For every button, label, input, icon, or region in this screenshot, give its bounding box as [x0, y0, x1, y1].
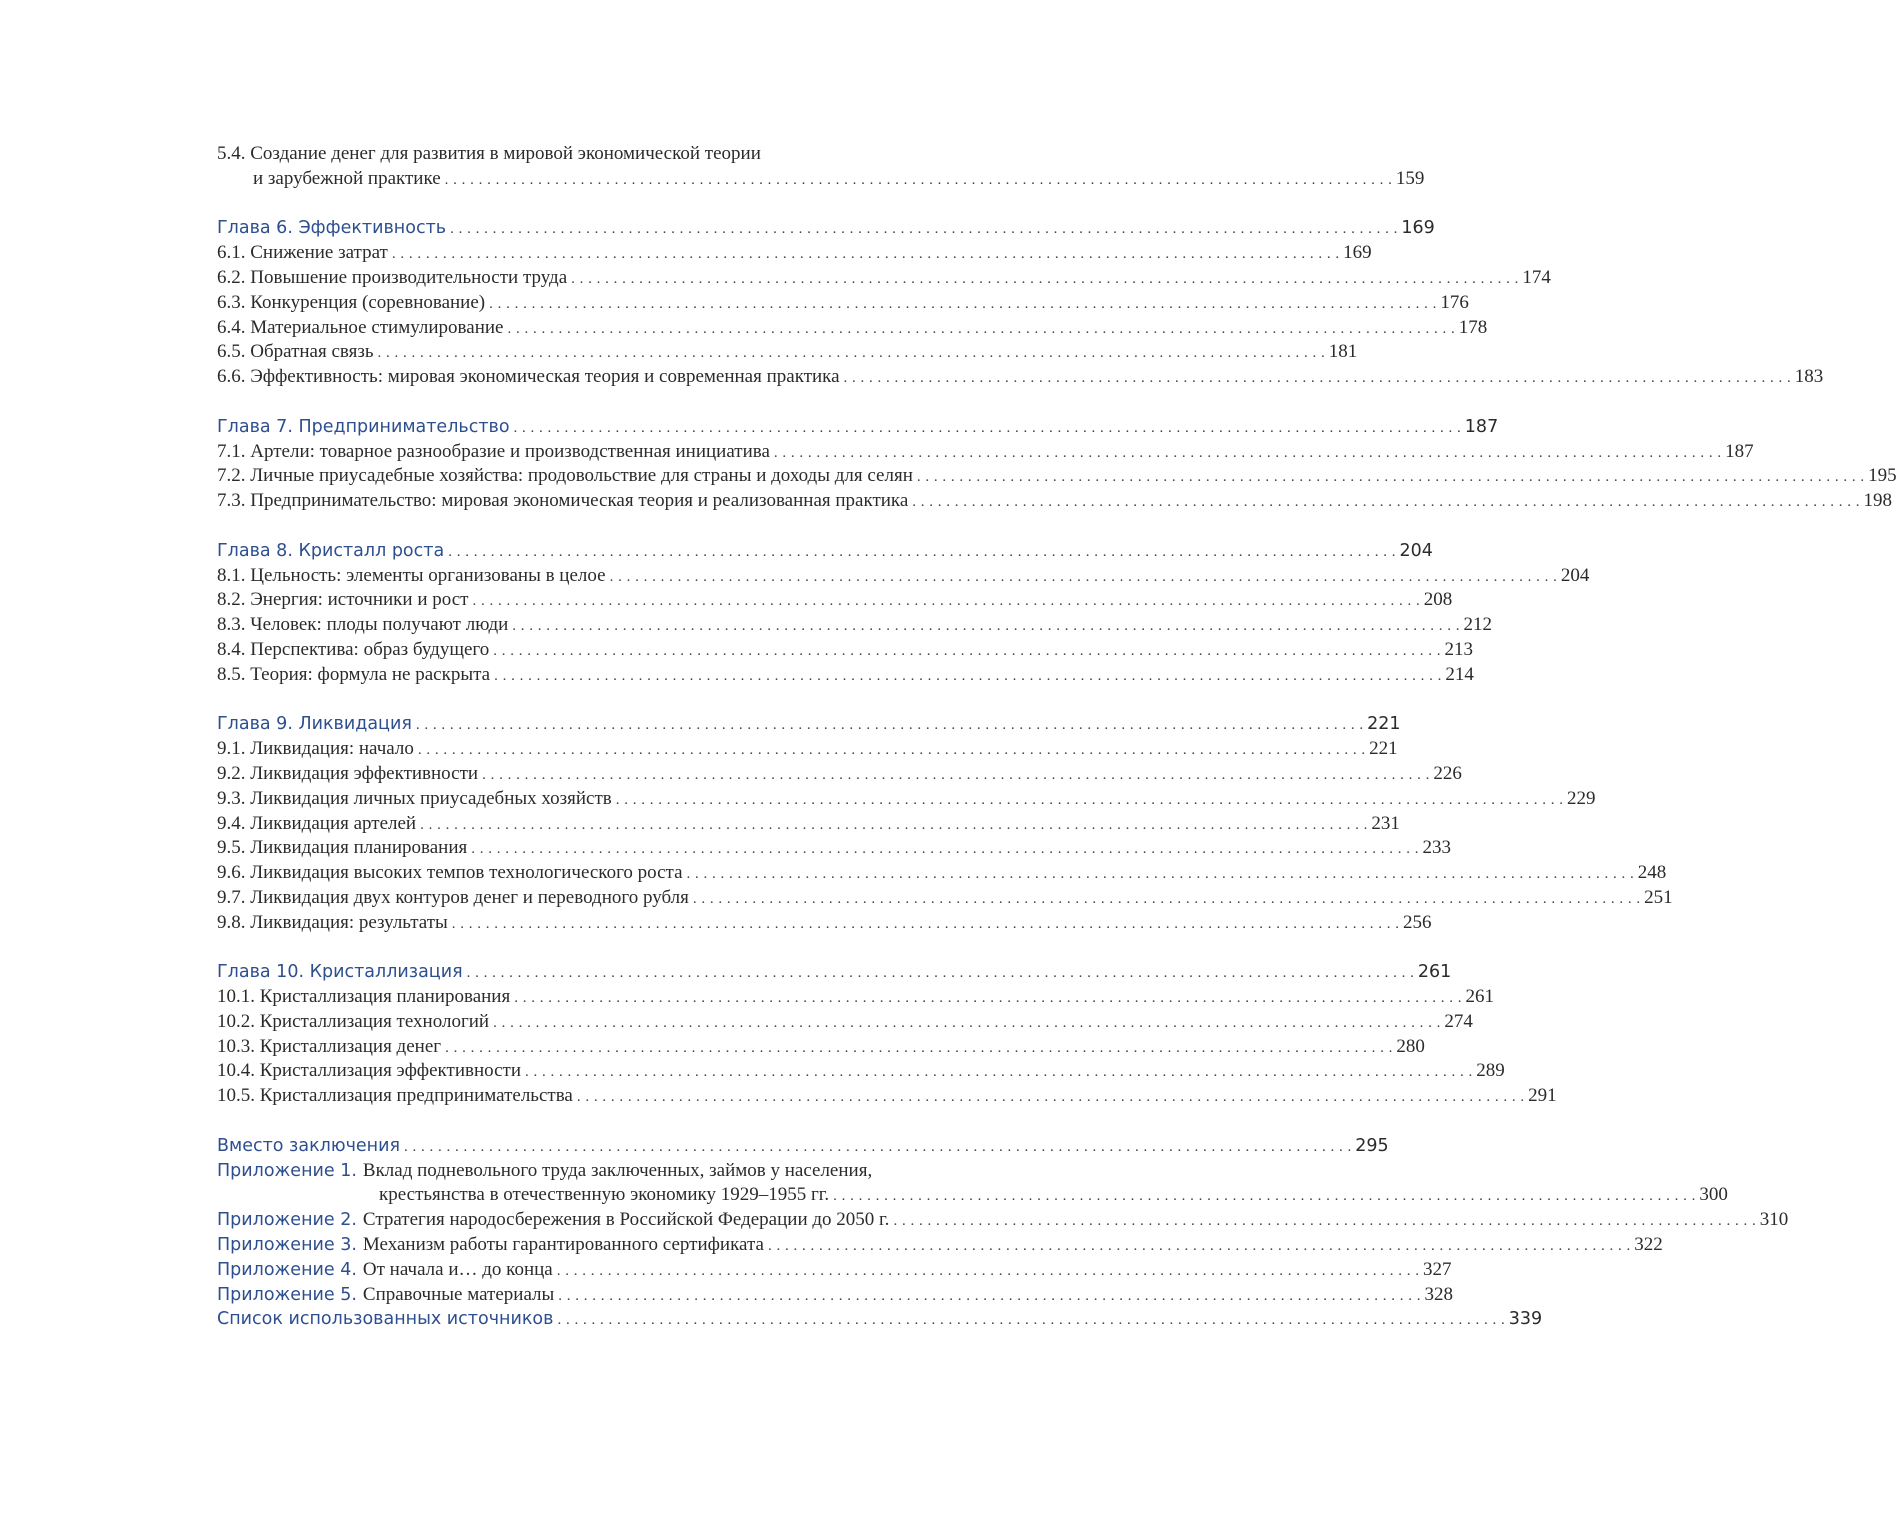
page-number: 169	[1401, 218, 1435, 239]
dot-leader	[404, 1135, 1351, 1160]
dot-leader	[471, 837, 1418, 862]
dot-leader	[494, 664, 1441, 689]
dot-leader	[378, 341, 1325, 366]
toc-entry-label: 7.3. Предпринимательство: мировая экономическая теория и реализованная практика	[217, 490, 909, 512]
dot-leader	[493, 639, 1440, 664]
page-number: 195	[1868, 465, 1897, 487]
appendix-1-line1[interactable]	[217, 1159, 1111, 1184]
appendix-label: крестьянства в отечественную экономику 1929–1955 гг.	[379, 1184, 830, 1206]
page-number: 322	[1634, 1234, 1663, 1256]
page-number: 231	[1371, 812, 1400, 834]
page-number: 214	[1445, 663, 1474, 685]
dot-leader	[507, 317, 1454, 342]
appendix-label: От начала и… до конца	[362, 1258, 553, 1280]
dot-leader	[420, 813, 1367, 838]
page-number: 251	[1644, 886, 1673, 908]
toc-entry[interactable]	[217, 1059, 1505, 1084]
page-number: 213	[1444, 638, 1473, 660]
toc-entry-label: 9.7. Ликвидация двух контуров денег и переводного рубля	[217, 886, 689, 908]
chapter-heading[interactable]	[217, 216, 1435, 241]
page-number: 187	[1725, 440, 1754, 462]
dot-leader	[893, 1209, 1755, 1234]
toc-entry-label: 6.4. Материальное стимулирование	[217, 316, 504, 338]
dot-leader	[912, 490, 1859, 515]
conclusion-entry[interactable]	[217, 1134, 1389, 1159]
appendix-label: Справочные материалы	[362, 1283, 555, 1305]
dot-leader	[768, 1234, 1630, 1259]
toc-entry-label: 6.5. Обратная связь	[217, 341, 374, 363]
toc-entry[interactable]	[217, 663, 1474, 688]
page-number: 261	[1465, 986, 1494, 1008]
dot-leader	[448, 540, 1395, 565]
chapter-title: Глава 9. Ликвидация	[217, 714, 412, 735]
toc-entry[interactable]	[217, 464, 1897, 489]
dot-leader	[467, 961, 1414, 986]
toc-entry-label: 5.4. Создание денег для развития в мировой экономической теории	[217, 143, 761, 164]
page-number: 327	[1422, 1258, 1452, 1280]
page-number: 181	[1328, 341, 1358, 363]
dot-leader	[558, 1284, 1420, 1309]
dot-leader	[833, 1184, 1695, 1209]
toc-entry-label: 8.2. Энергия: источники и рост	[217, 589, 469, 611]
sources-entry[interactable]	[217, 1307, 1543, 1332]
appendix-label: Стратегия народосбережения в Российской Федерации до 2050 г.	[362, 1209, 890, 1231]
dot-leader	[525, 1060, 1472, 1085]
page-number: 221	[1367, 714, 1401, 735]
page-number: 198	[1863, 490, 1893, 512]
toc-entry[interactable]	[217, 638, 1473, 663]
toc-entry[interactable]	[217, 911, 1432, 936]
chapter-title: Глава 10. Кристаллизация	[217, 962, 463, 983]
page-number: 291	[1528, 1085, 1557, 1107]
appendix-3[interactable]	[217, 1233, 1663, 1258]
toc-entry[interactable]	[217, 613, 1493, 638]
page-number: 174	[1522, 266, 1551, 288]
toc-entry-label: 10.5. Кристаллизация предпринимательства	[217, 1085, 573, 1107]
page-number: 310	[1759, 1209, 1789, 1231]
dot-leader	[514, 986, 1461, 1011]
appendix-4[interactable]	[217, 1258, 1452, 1283]
toc-entry-5-4-line2[interactable]	[217, 167, 1425, 192]
appendix-prefix: Приложение 3.	[217, 1235, 357, 1256]
page-number: 178	[1458, 316, 1488, 338]
toc-entry[interactable]	[217, 886, 1673, 911]
dot-leader	[693, 887, 1640, 912]
dot-leader	[774, 441, 1721, 466]
dot-leader	[557, 1308, 1504, 1333]
appendix-prefix: Приложение 5.	[217, 1284, 357, 1305]
toc-entry-label: 6.1. Снижение затрат	[217, 242, 388, 264]
dot-leader	[493, 1011, 1440, 1036]
toc-entry[interactable]	[217, 812, 1400, 837]
page-number: 256	[1403, 911, 1432, 933]
toc-entry[interactable]	[217, 787, 1596, 812]
toc-entry[interactable]	[217, 316, 1488, 341]
page-number: 221	[1369, 738, 1398, 760]
page-number: 204	[1399, 540, 1433, 561]
page-number: 261	[1417, 962, 1452, 983]
dot-leader	[844, 366, 1791, 391]
dot-leader	[917, 465, 1864, 490]
toc-entry[interactable]	[217, 1084, 1557, 1109]
toc-entry-label: 8.1. Цельность: элементы организованы в целое	[217, 564, 606, 586]
toc-entry-label: 6.3. Конкуренция (соревнование)	[217, 291, 486, 313]
appendix-5[interactable]	[217, 1283, 1454, 1308]
page-number: 226	[1433, 762, 1462, 784]
page-number: 295	[1355, 1135, 1389, 1156]
toc-entry-label: 9.5. Ликвидация планирования	[217, 837, 468, 859]
dot-leader	[610, 565, 1557, 590]
toc-entry-label: 10.4. Кристаллизация эффективности	[217, 1060, 522, 1082]
toc-entry-label: 9.8. Ликвидация: результаты	[217, 911, 448, 933]
toc-entry-label: 6.2. Повышение производительности труда	[217, 266, 568, 288]
toc-entry[interactable]	[217, 1035, 1425, 1060]
toc-entry[interactable]	[217, 985, 1494, 1010]
page-number: 204	[1560, 564, 1590, 586]
chapter-heading[interactable]	[217, 712, 1401, 737]
appendix-prefix: Приложение 1.	[217, 1160, 357, 1181]
page-number: 289	[1476, 1060, 1505, 1082]
dot-leader	[418, 738, 1365, 763]
dot-leader	[616, 788, 1563, 813]
chapter-heading[interactable]	[217, 539, 1433, 564]
toc-entry-label: 6.6. Эффективность: мировая экономическая теория и современная практика	[217, 366, 840, 388]
toc-entry[interactable]	[217, 291, 1469, 316]
appendix-prefix: Приложение 4.	[217, 1259, 357, 1280]
toc-entry-label: 8.3. Человек: плоды получают люди	[217, 614, 509, 636]
page-number: 280	[1396, 1035, 1425, 1057]
dot-leader	[472, 589, 1419, 614]
chapter-title: Глава 8. Кристалл роста	[217, 540, 445, 561]
toc-entry-label: 7.1. Артели: товарное разнообразие и производственная инициатива	[217, 440, 770, 462]
toc-entry[interactable]	[217, 1010, 1473, 1035]
page-number: 229	[1567, 787, 1596, 809]
chapter-title: Глава 6. Эффективность	[217, 218, 447, 239]
page-number: 328	[1424, 1283, 1454, 1305]
toc-entry[interactable]	[217, 588, 1453, 613]
toc-entry-label: 10.1. Кристаллизация планирования	[217, 986, 511, 1008]
conclusion-title: Вместо заключения	[217, 1135, 401, 1156]
toc-entry[interactable]	[217, 762, 1462, 787]
toc-entry-label: 8.5. Теория: формула не раскрыта	[217, 663, 491, 685]
toc-entry-label: 10.3. Кристаллизация денег	[217, 1035, 442, 1057]
dot-leader	[571, 267, 1518, 292]
dot-leader	[577, 1085, 1524, 1110]
appendix-prefix: Приложение 2.	[217, 1210, 357, 1231]
dot-leader	[557, 1259, 1419, 1284]
page-number: 300	[1699, 1184, 1728, 1206]
dot-leader	[445, 1036, 1392, 1061]
toc-entry-label: 8.4. Перспектива: образ будущего	[217, 638, 490, 660]
toc-entry[interactable]	[217, 836, 1451, 861]
dot-leader	[512, 614, 1459, 639]
toc-entry-label: 9.3. Ликвидация личных приусадебных хозяйств	[217, 787, 612, 809]
dot-leader	[445, 168, 1392, 193]
toc-entry-label: 10.2. Кристаллизация технологий	[217, 1010, 490, 1032]
chapter-heading[interactable]	[217, 415, 1499, 440]
page-number: 208	[1423, 589, 1453, 611]
page-number: 248	[1637, 862, 1667, 884]
page-number: 159	[1395, 167, 1425, 189]
page-number: 339	[1508, 1309, 1543, 1330]
chapter-heading[interactable]	[217, 960, 1452, 985]
page-number: 187	[1464, 416, 1499, 437]
toc-entry-label: 9.4. Ликвидация артелей	[217, 812, 417, 834]
page-number: 176	[1440, 291, 1469, 313]
page-number: 183	[1794, 366, 1824, 388]
toc-entry[interactable]	[217, 737, 1398, 762]
toc-entry-label: 7.2. Личные приусадебные хозяйства: продовольствие для страны и доходы для селян	[217, 465, 913, 487]
appendix-label: Вклад подневольного труда заключенных, займов у населения,	[362, 1159, 873, 1181]
toc-entry[interactable]	[217, 440, 1754, 465]
toc-entry-label: 9.1. Ликвидация: начало	[217, 738, 414, 760]
appendix-2[interactable]	[217, 1208, 1789, 1233]
toc-entry-label: и зарубежной практике	[253, 167, 441, 189]
toc-entry[interactable]	[217, 564, 1590, 589]
dot-leader	[416, 713, 1363, 738]
dot-leader	[392, 242, 1339, 267]
table-of-contents	[217, 142, 1897, 1332]
toc-entry[interactable]	[217, 241, 1372, 266]
toc-entry[interactable]	[217, 861, 1667, 886]
toc-entry-5-4-line1[interactable]	[217, 142, 1111, 167]
page-number: 233	[1422, 837, 1451, 859]
dot-leader	[687, 862, 1634, 887]
toc-entry[interactable]	[217, 489, 1893, 514]
page-number: 169	[1343, 242, 1372, 264]
dot-leader	[489, 292, 1436, 317]
toc-entry-label: 9.2. Ликвидация эффективности	[217, 762, 479, 784]
dot-leader	[482, 763, 1429, 788]
chapter-title: Глава 7. Предпринимательство	[217, 416, 510, 437]
toc-entry[interactable]	[217, 266, 1551, 291]
page-number: 274	[1444, 1010, 1473, 1032]
dot-leader	[514, 416, 1461, 441]
toc-entry-label: 9.6. Ликвидация высоких темпов технологического роста	[217, 862, 683, 884]
dot-leader	[450, 217, 1397, 242]
appendix-label: Механизм работы гарантированного сертификата	[362, 1234, 764, 1256]
appendix-1-line2[interactable]	[217, 1183, 1728, 1208]
page-number: 212	[1463, 614, 1493, 636]
toc-entry[interactable]	[217, 365, 1824, 390]
sources-title: Список использованных источников	[217, 1309, 554, 1330]
dot-leader	[452, 912, 1399, 937]
toc-entry[interactable]	[217, 340, 1358, 365]
